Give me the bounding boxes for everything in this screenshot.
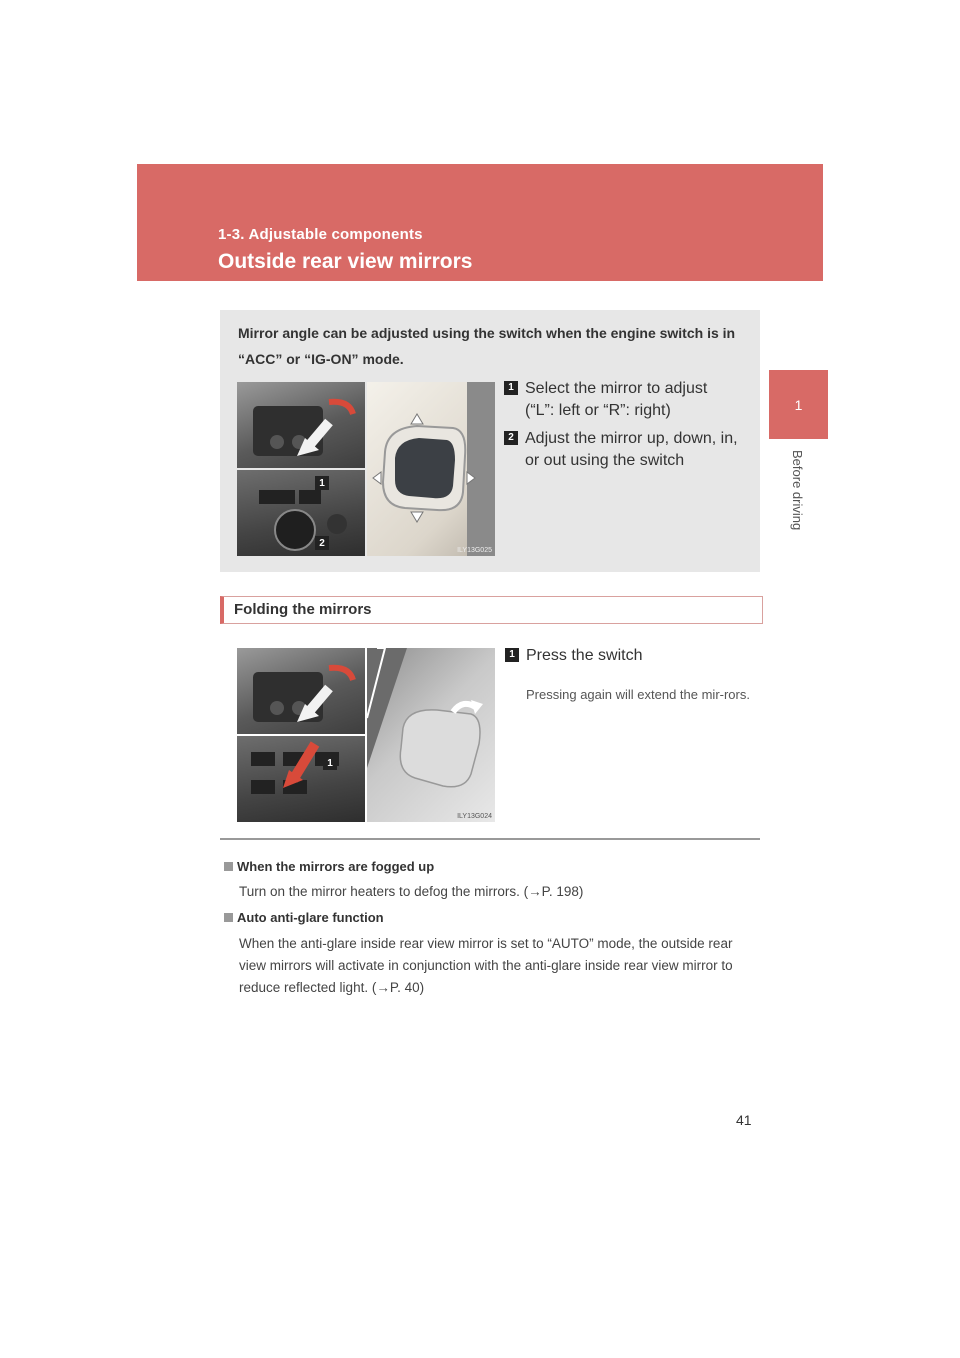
folding-step-note: Pressing again will extend the mir-rors.: [526, 687, 750, 702]
step-text: Press the switch: [526, 647, 643, 664]
folding-step-1: [509, 645, 746, 667]
section-label: 1-3. Adjustable components: [218, 226, 423, 243]
note-body-fogged: Turn on the mirror heaters to defog the mirrors. (→P. 198): [239, 884, 584, 899]
callout-2: 2: [315, 536, 329, 550]
arrow-icon: [237, 648, 365, 734]
chapter-label: Before driving: [790, 450, 805, 531]
step-number: 1: [504, 381, 518, 395]
bullet-square-icon: [224, 862, 233, 871]
note-title-anti-glare: Auto anti-glare function: [224, 910, 384, 925]
image-code: ILY13G024: [457, 813, 492, 820]
chapter-number: 1: [794, 396, 803, 413]
divider: [220, 838, 760, 840]
mirror-switch-icon: [237, 470, 365, 556]
step-text: Adjust the mirror up, down, in, or out using the switch: [525, 430, 738, 469]
note-title-fogged: When the mirrors are fogged up: [224, 859, 434, 874]
image-code: ILY13G025: [457, 547, 492, 554]
step-number: 1: [505, 648, 519, 662]
note-body-anti-glare: When the anti-glare inside rear view mirror is set to “AUTO” mode, the outside rear view mirrors will activate in conjunction with the anti-glare inside rear view mirror to reduce reflected light. (→P. 40): [239, 936, 733, 995]
intro-box: [220, 310, 760, 572]
page-title: Outside rear view mirrors: [218, 250, 473, 273]
chapter-tab: [769, 370, 828, 439]
intro-text: Mirror angle can be adjusted using the switch when the engine switch is in “ACC” or “IG-ON” mode.: [238, 325, 736, 367]
mirror-switch-photo: [237, 470, 365, 556]
step-number: 2: [504, 431, 518, 445]
step-text: Select the mirror to adjust (“L”: left or “R”: right): [525, 380, 708, 419]
mirror-photo: [367, 382, 495, 556]
folding-title: Folding the mirrors: [234, 601, 372, 618]
folding-mirror-icon: [367, 648, 495, 822]
intro-step-1: [508, 378, 725, 422]
intro-step-2: [508, 428, 740, 472]
page-header: [137, 164, 823, 281]
switch-panel-photo: [237, 382, 365, 468]
page-number: 41: [736, 1112, 752, 1128]
folding-switch-photo: [237, 736, 365, 822]
arrow-icon: [237, 382, 365, 468]
mirror-adjust-icon: [367, 382, 495, 556]
folding-subheader: [220, 596, 763, 624]
callout-1: 1: [315, 476, 329, 490]
folding-switch-panel-photo: [237, 648, 365, 734]
folded-mirror-photo: [367, 648, 495, 822]
fold-arrow-icon: [237, 736, 365, 822]
callout-1: 1: [323, 756, 337, 770]
bullet-square-icon: [224, 913, 233, 922]
